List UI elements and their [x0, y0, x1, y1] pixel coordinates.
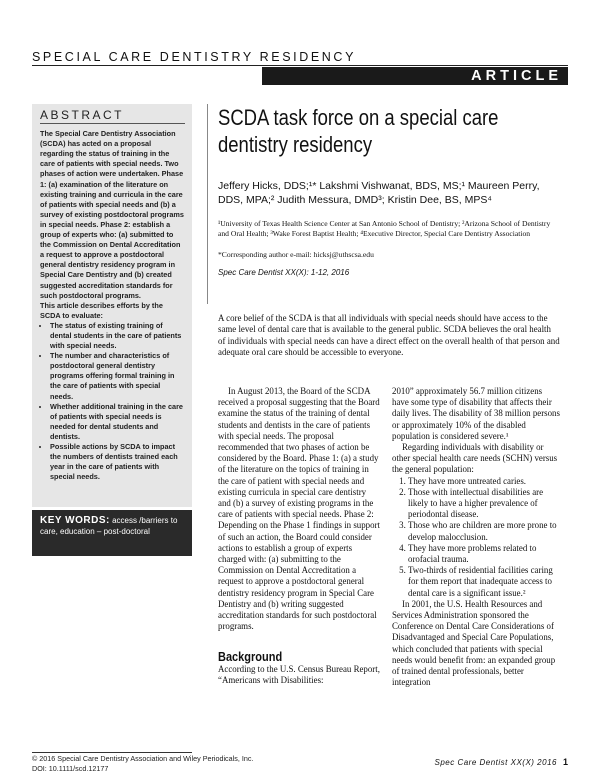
numbered-list — [392, 476, 560, 599]
body-paragraph: Regarding individuals with disability or other special health care needs (SCHN) versus the general population: — [392, 442, 558, 475]
doi: DOI: 10.1111/scd.12177 — [32, 763, 109, 773]
abstract-heading: ABSTRACT — [40, 104, 185, 124]
section-heading-background: Background — [218, 650, 283, 665]
abstract-bullet: • The status of existing training of dental students in the care of patients with special needs. — [50, 321, 185, 351]
keywords-text: access /barriers to care, education – post-doctoral — [40, 516, 178, 536]
title-divider — [207, 104, 208, 304]
affiliations: ¹University of Texas Health Science Center at San Antonio School of Dentistry; ²Arizona School of Dentistry and Oral Health; ³Wake Forest Baptist Health; ⁴Executive Director, Special Care Dentistry Association — [218, 219, 551, 238]
citation-text: Spec Care Dentist XX(X): 1-12, 2016 — [218, 268, 350, 277]
abstract-bullet: • Whether additional training in the care of patients with special needs is needed for dental students and dentists. — [50, 402, 185, 442]
body-paragraph: According to the U.S. Census Bureau Report, “Americans with Disabilities: — [218, 663, 380, 685]
author-list: Jeffery Hicks, DDS;¹* Lakshmi Vishwanat, BDS, MS;¹ Maureen Perry, DDS, MPA;² Judith Messura, DMD³; Kristin Dee, BS, MPS⁴ — [218, 180, 540, 206]
footer-journal: Spec Care Dentist XX(X) 2016 — [434, 758, 557, 767]
abstract-intro: This article describes efforts by the SCDA to evaluate: — [40, 300, 163, 320]
abstract-bullets — [40, 321, 185, 483]
list-item: 4. They have more problems related to orofacial trauma. — [408, 543, 560, 565]
header-rule — [32, 65, 568, 66]
list-item: 1. They have more untreated caries. — [408, 476, 560, 487]
abstract-bullet: • Possible actions by SCDA to impact the numbers of dentists trained each year in the care of patients with special needs. — [50, 442, 185, 482]
body-column-left — [218, 386, 380, 686]
list-item: 5. Two-thirds of residential facilities caring for them report that inadequate access to dental care is a significant issue.² — [408, 565, 560, 599]
abstract-text: The Special Care Dentistry Association (SCDA) has acted on a proposal regarding the status of training in the care of patients with special needs. Two phases of action were undertaken. Phase 1: (a) examination of the literature on existing training and curricula in the care of patients with special needs and (b) a survey of existing postdoctoral programs in special needs. Phase 2: establish a group of experts who: (a) submitted to the Commission on Dental Accreditation a request to approve a postdoctoral general dentistry residency program in Special Care Dentistry and (b) created suggested accreditation standards for such postdoctoral programs. — [40, 129, 184, 300]
body-paragraph: In August 2013, the Board of the SCDA received a proposal suggesting that the Board examine the status of the training of dental students and dentists in the care of patients with special needs. The proposal recommended that two phases of action be considered by the Board. Phase 1: (a) a study of the literature on the topics of training in the care of patient with special needs and existing curricula in special care dentistry and (b) a survey of existing programs in the care of patients with special needs. Phase 2: Depending on the Phase 1 findings in support of such an action, the Board could consider actions to establish a group of experts charged with: (a) submitting to the Commission on Dental Accreditation a request to approve a postdoctoral general dentistry residency program in Special Care Dentistry and (b) writing suggested accreditation standards for such postdoctoral programs. — [218, 386, 380, 632]
footer-rule — [32, 752, 192, 753]
article-type-banner: ARTICLE — [262, 67, 568, 85]
abstract-bullet: • The number and characteristics of postdoctoral general dentistry programs offering formal training in the care of patients with special needs. — [50, 351, 185, 401]
list-item: 3. Those who are children are more prone to develop malocclusion. — [408, 520, 560, 542]
body-paragraph: In 2001, the U.S. Health Resources and Services Administration sponsored the Conference on Dental Care Considerations of Disadvantaged and Special Care Populations, which concluded that patients with special needs would benefit from: an expanded group of trained dental professionals, better integration — [392, 598, 556, 688]
article-title: SCDA task force on a special care dentistry residency — [218, 105, 499, 157]
summary-paragraph: A core belief of the SCDA is that all individuals with special needs should have access to the same level of dental care that is available to the general public. SCDA believes the oral health of individuals with special needs can have a direct effect on the overall health of that person and adequate oral care should be accessible to everyone. — [218, 313, 560, 358]
footer-left — [32, 754, 253, 773]
list-item: 2. Those with intellectual disabilities are likely to have a higher prevalence of periodontal disease. — [408, 487, 560, 521]
keywords-label: KEY WORDS: — [40, 515, 110, 526]
copyright: © 2016 Special Care Dentistry Association and Wiley Periodicals, Inc. — [32, 754, 254, 763]
body-paragraph: 2010” approximately 56.7 million citizens have some type of disability that affects their daily lives. The disability of 38 million persons or approximately 10% of the disabled population is considered severe.¹ — [392, 386, 560, 441]
corresponding-author: *Corresponding author e-mail: hicksj@uthscsa.edu — [218, 250, 374, 259]
body-column-right — [392, 386, 560, 688]
keywords-box — [32, 510, 192, 556]
page-number: 1 — [562, 757, 568, 767]
abstract-box — [32, 104, 192, 507]
footer-right — [434, 757, 568, 767]
citation — [218, 268, 349, 277]
journal-section-title: SPECIAL CARE DENTISTRY RESIDENCY — [32, 50, 357, 64]
